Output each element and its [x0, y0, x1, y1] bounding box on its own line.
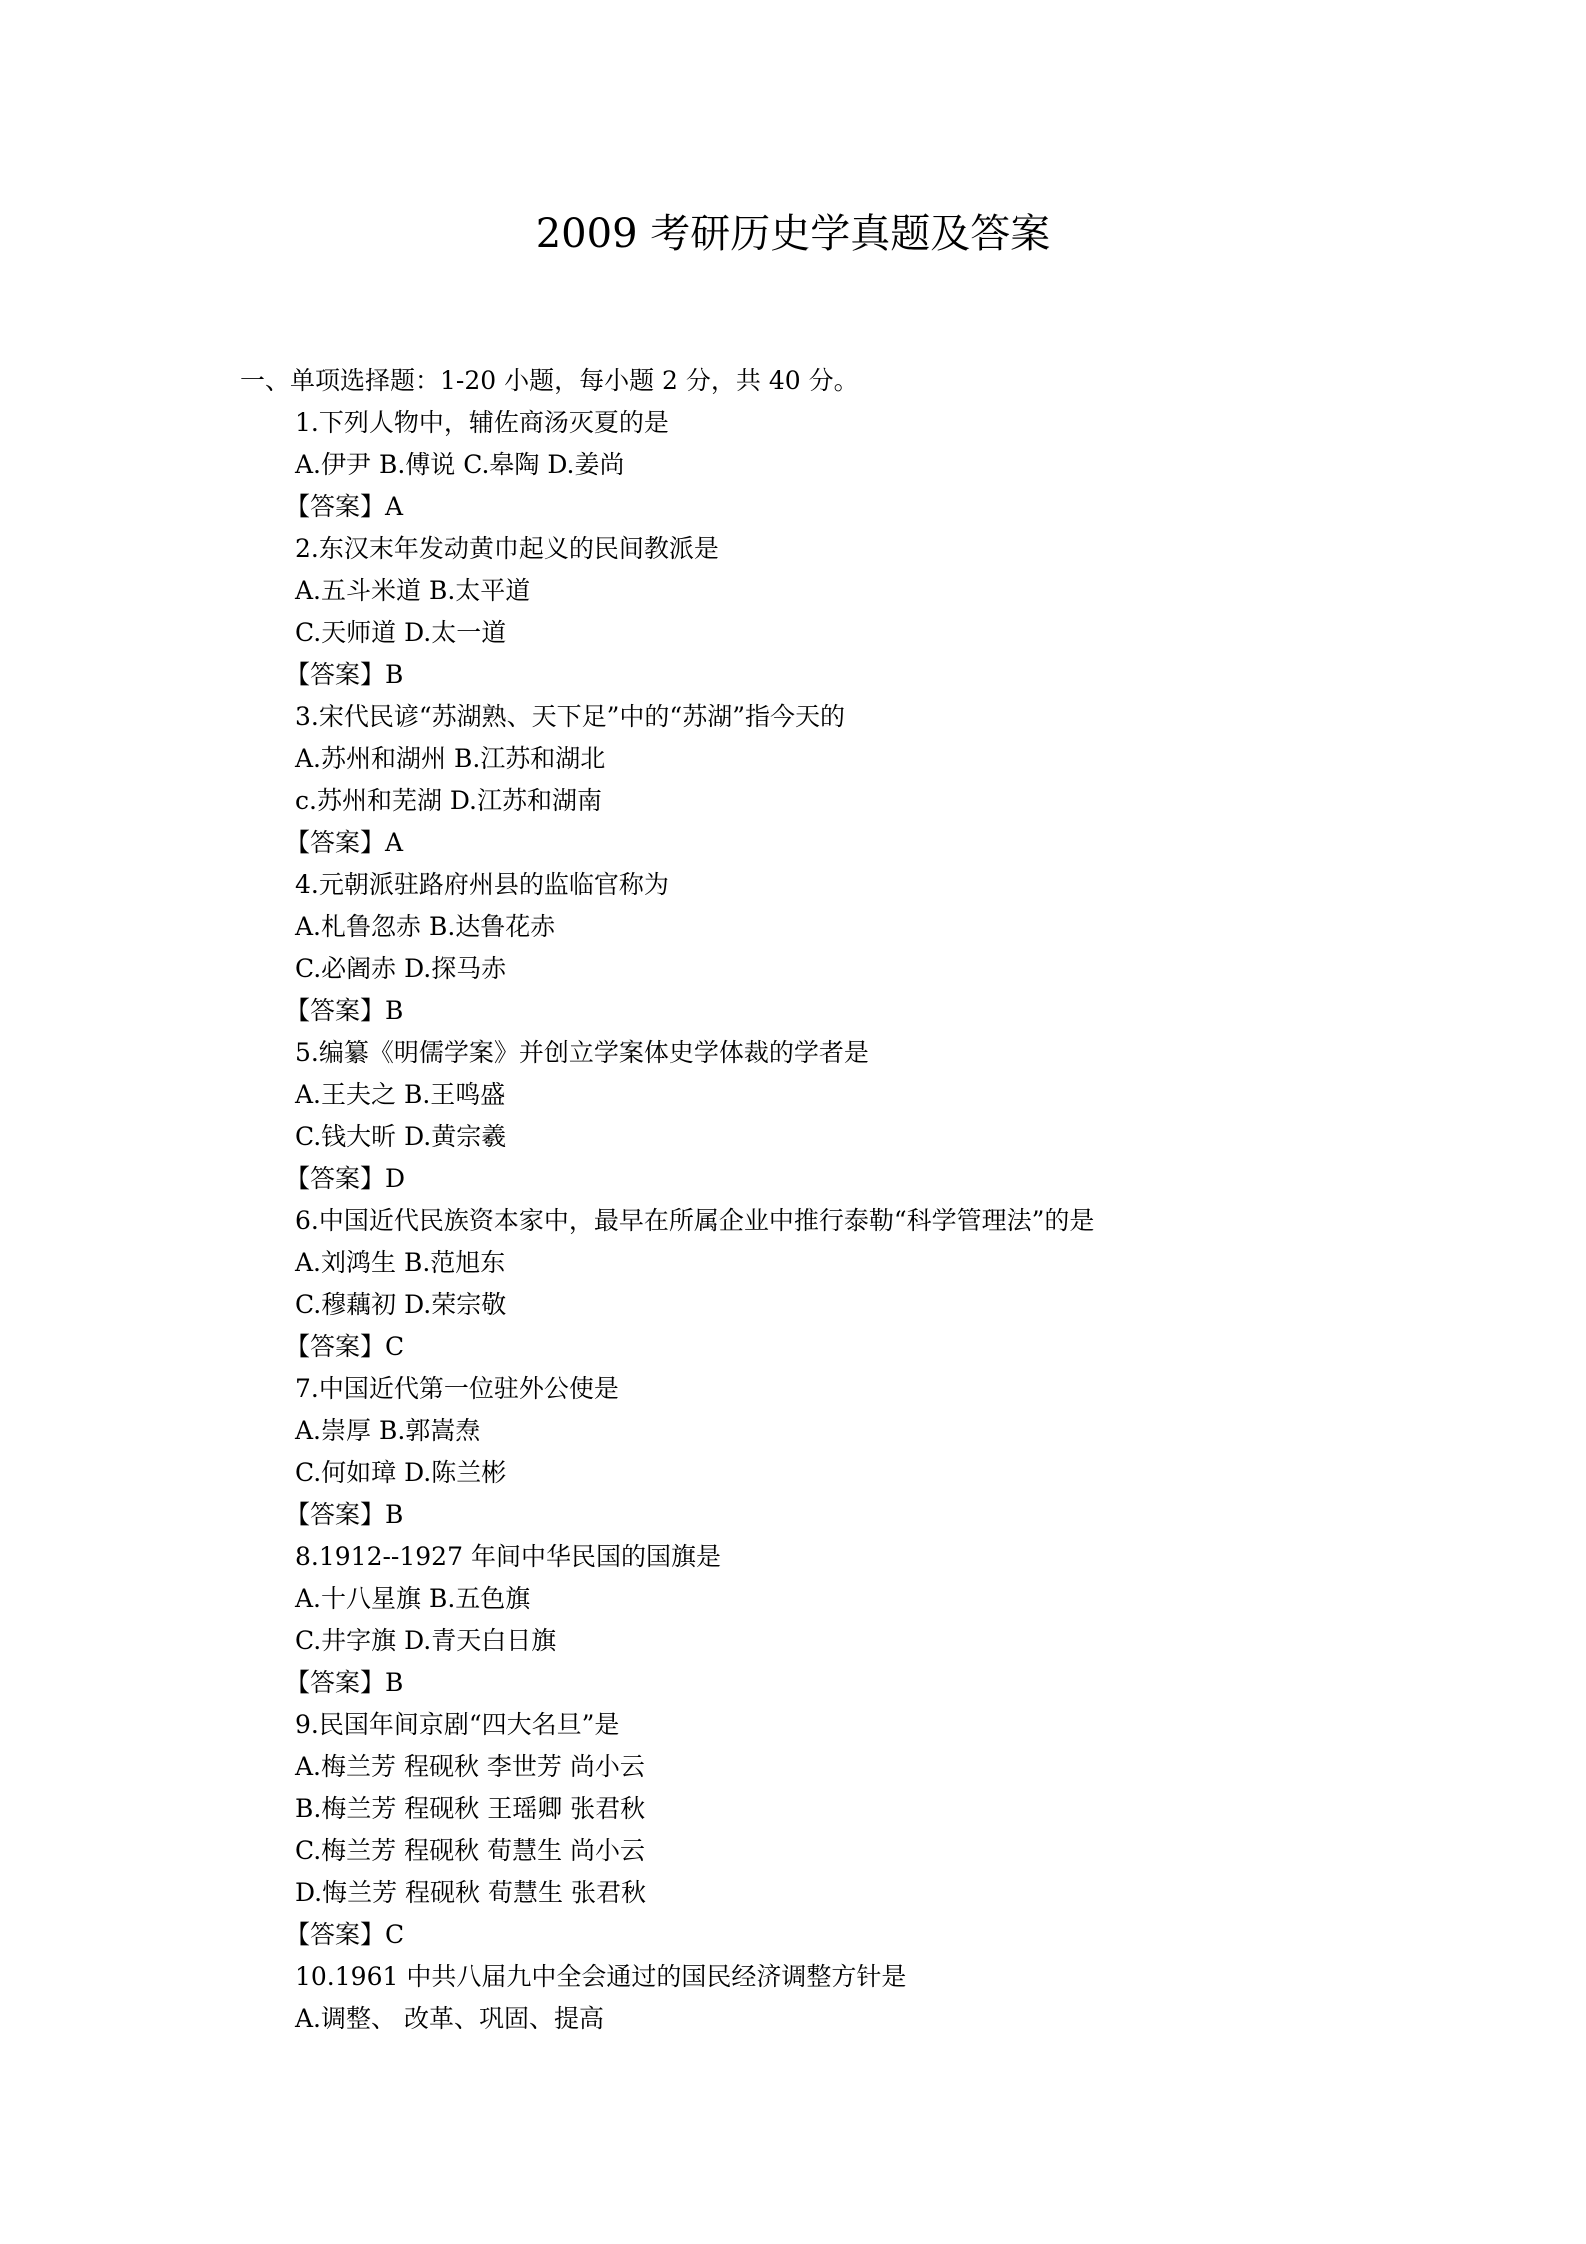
question-list: [285, 402, 1535, 2040]
option-line: C.必阇赤 D.探马赤: [295, 954, 507, 983]
option-line: B.梅兰芳 程砚秋 王瑶卿 张君秋: [295, 1794, 646, 1823]
option-line: A.五斗米道 B.太平道: [295, 576, 531, 605]
option-line: A.札鲁忽赤 B.达鲁花赤: [295, 912, 556, 941]
option-line: C.梅兰芳 程砚秋 荀慧生 尚小云: [295, 1836, 646, 1865]
option-line: A.十八星旗 B.五色旗: [295, 1584, 531, 1613]
option-line: A.刘鸿生 B.范旭东: [295, 1248, 506, 1277]
option-line: C.钱大昕 D.黄宗羲: [295, 1122, 507, 1151]
question-stem: 4.元朝派驻路府州县的监临官称为: [295, 870, 669, 899]
question-stem: 5.编纂《明儒学案》并创立学案体史学体裁的学者是: [295, 1038, 869, 1067]
answer-line: 【答案】D: [285, 1164, 406, 1193]
option-line: C.天师道 D.太一道: [295, 618, 507, 647]
option-line: A.崇厚 B.郭嵩焘: [295, 1416, 481, 1445]
option-line: C.穆藕初 D.荣宗敬: [295, 1290, 507, 1319]
option-line: A.苏州和湖州 B.江苏和湖北: [295, 744, 606, 773]
answer-line: 【答案】B: [285, 1500, 404, 1529]
question-stem: 3.宋代民谚“苏湖熟、天下足”中的“苏湖”指今天的: [295, 702, 845, 731]
option-line: A.伊尹 B.傅说 C.皋陶 D.姜尚: [295, 450, 625, 479]
question-stem: 9.民国年间京剧“四大名旦”是: [295, 1710, 620, 1739]
option-line: C.井字旗 D.青天白日旗: [295, 1626, 557, 1655]
answer-line: 【答案】C: [285, 1920, 405, 1949]
section-heading: 一、单项选择题：1-20 小题，每小题 2 分，共 40 分。: [240, 366, 859, 395]
option-line: A.梅兰芳 程砚秋 李世芳 尚小云: [295, 1752, 645, 1781]
question-stem: 6.中国近代民族资本家中，最早在所属企业中推行泰勒“科学管理法”的是: [295, 1206, 1095, 1235]
question-stem: 2.东汉末年发动黄巾起义的民间教派是: [295, 534, 719, 563]
answer-line: 【答案】B: [285, 1668, 404, 1697]
answer-line: 【答案】B: [285, 660, 404, 689]
question-stem: 7.中国近代第一位驻外公使是: [295, 1374, 619, 1403]
option-line: C.何如璋 D.陈兰彬: [295, 1458, 507, 1487]
option-line: A.王夫之 B.王鸣盛: [295, 1080, 506, 1109]
option-line: c.苏州和芜湖 D.江苏和湖南: [295, 786, 602, 815]
answer-line: 【答案】B: [285, 996, 404, 1025]
option-line: D.悔兰芳 程砚秋 荀慧生 张君秋: [295, 1878, 646, 1907]
answer-line: 【答案】A: [285, 828, 404, 857]
question-stem: 8.1912--1927 年间中华民国的国旗是: [295, 1542, 721, 1571]
question-stem: 1.下列人物中，辅佐商汤灭夏的是: [295, 408, 669, 437]
answer-line: 【答案】A: [285, 492, 404, 521]
option-line: A.调整、 改革、巩固、提高: [295, 2004, 604, 2033]
question-stem: 10.1961 中共八届九中全会通过的国民经济调整方针是: [295, 1962, 907, 1991]
answer-line: 【答案】C: [285, 1332, 405, 1361]
document-title: 2009 考研历史学真题及答案: [535, 211, 1051, 257]
